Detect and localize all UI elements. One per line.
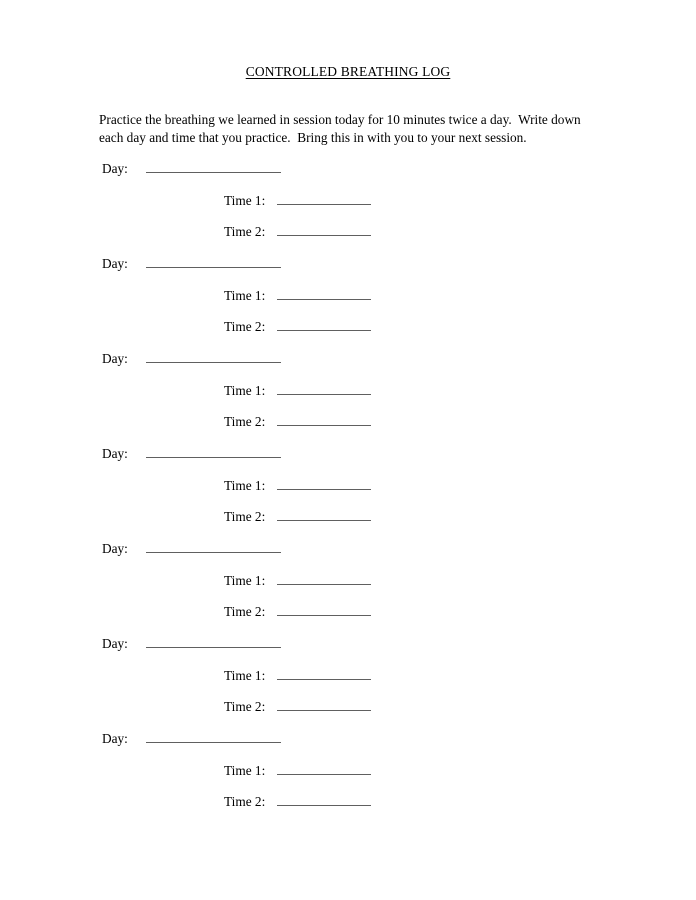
time2-input-blank[interactable] <box>277 509 371 521</box>
day-row <box>0 160 281 177</box>
day-label: Day: <box>102 256 128 271</box>
time1-row <box>0 192 371 209</box>
log-entry <box>0 255 696 350</box>
time1-label: Time 1: <box>224 572 266 588</box>
log-entry <box>0 540 696 635</box>
day-input-blank[interactable] <box>146 541 281 553</box>
time2-row <box>0 698 371 715</box>
day-row <box>0 350 281 367</box>
time2-input-blank[interactable] <box>277 319 371 331</box>
time1-input-blank[interactable] <box>277 763 371 775</box>
day-input-blank[interactable] <box>146 731 281 743</box>
day-row <box>0 540 281 557</box>
time1-input-blank[interactable] <box>277 383 371 395</box>
time2-row <box>0 413 371 430</box>
day-input-blank[interactable] <box>146 446 281 458</box>
day-row <box>0 635 281 652</box>
time2-label: Time 2: <box>224 224 266 240</box>
time2-row <box>0 603 371 620</box>
time2-row <box>0 508 371 525</box>
time2-input-blank[interactable] <box>277 224 371 236</box>
time2-label: Time 2: <box>224 604 266 620</box>
time1-row <box>0 287 371 304</box>
breathing-log-entries <box>0 160 696 825</box>
page-title <box>0 64 696 80</box>
day-label: Day: <box>102 636 128 651</box>
time1-row <box>0 477 371 494</box>
day-label: Day: <box>102 731 128 746</box>
day-row <box>0 730 281 747</box>
log-entry <box>0 445 696 540</box>
time2-row <box>0 223 371 240</box>
time1-input-blank[interactable] <box>277 668 371 680</box>
day-label: Day: <box>102 161 128 176</box>
log-entry <box>0 730 696 825</box>
time1-label: Time 1: <box>224 477 266 493</box>
time2-label: Time 2: <box>224 509 266 525</box>
day-label: Day: <box>102 446 128 461</box>
time2-input-blank[interactable] <box>277 794 371 806</box>
time2-label: Time 2: <box>224 414 266 430</box>
page-title-text: CONTROLLED BREATHING LOG <box>245 64 451 79</box>
day-label: Day: <box>102 541 128 556</box>
time1-input-blank[interactable] <box>277 288 371 300</box>
time1-label: Time 1: <box>224 382 266 398</box>
time1-row <box>0 382 371 399</box>
day-input-blank[interactable] <box>146 351 281 363</box>
log-entry <box>0 635 696 730</box>
time2-input-blank[interactable] <box>277 414 371 426</box>
day-input-blank[interactable] <box>146 256 281 268</box>
time1-row <box>0 572 371 589</box>
time1-row <box>0 762 371 779</box>
time1-label: Time 1: <box>224 287 266 303</box>
day-input-blank[interactable] <box>146 636 281 648</box>
time2-row <box>0 793 371 810</box>
time2-label: Time 2: <box>224 794 266 810</box>
time1-input-blank[interactable] <box>277 193 371 205</box>
day-row <box>0 255 281 272</box>
day-label: Day: <box>102 351 128 366</box>
log-entry <box>0 350 696 445</box>
time2-input-blank[interactable] <box>277 604 371 616</box>
day-row <box>0 445 281 462</box>
time1-label: Time 1: <box>224 667 266 683</box>
instructions-paragraph: Practice the breathing we learned in session today for 10 minutes twice a day. Write down each day and time that you practice. Bring this in with you to your next session. <box>99 112 585 145</box>
day-input-blank[interactable] <box>146 161 281 173</box>
time2-input-blank[interactable] <box>277 699 371 711</box>
time2-row <box>0 318 371 335</box>
time1-label: Time 1: <box>224 192 266 208</box>
log-entry <box>0 160 696 255</box>
time2-label: Time 2: <box>224 319 266 335</box>
time1-input-blank[interactable] <box>277 478 371 490</box>
time1-row <box>0 667 371 684</box>
time2-label: Time 2: <box>224 699 266 715</box>
time1-label: Time 1: <box>224 762 266 778</box>
time1-input-blank[interactable] <box>277 573 371 585</box>
